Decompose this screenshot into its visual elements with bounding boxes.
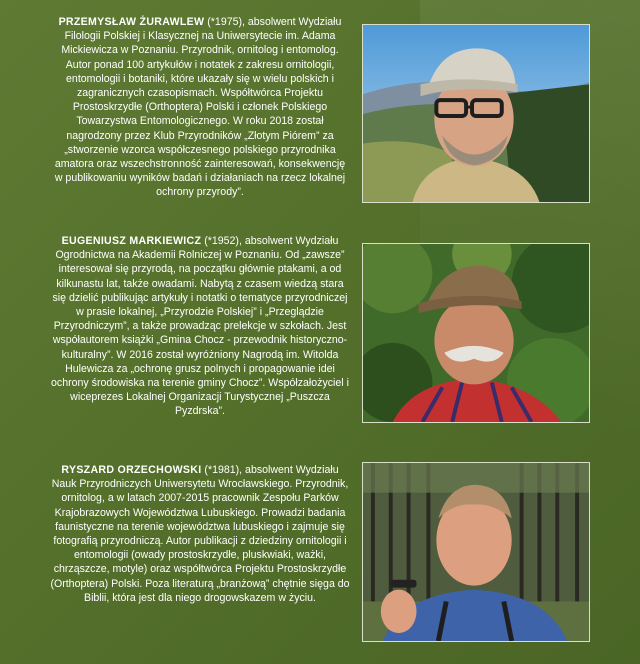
author-photo — [362, 243, 590, 423]
author-name: RYSZARD ORZECHOWSKI — [61, 464, 202, 476]
author-bio-text: (*1952), absolwent Wydziału Ogrodnictwa na Akademii Rolniczej w Poznaniu. Od „zawsze” interesował się przyrodą, na początku głównie ptakami, a od kilkunastu lat, także owadami. Nabytą z czasem wiedzą stara się dzielić publikując artykuły i notatki o tematyce przyrodniczej w prasie lokalnej, „Przyrodzie Polskiej” i „Przeglądzie Przyrodniczym”, a także prowadząc prelekcje w szkołach. Jest współautorem książki „Gmina Chocz - przewodnik historyczno-kulturalny”. W 2016 został wyróżniony Nagrodą im. Witolda Hulewicza za „ochronę grusz polnych i propagowanie idei ochrony środowiska na terenie gminy Chocz”. Współzałożyciel i wiceprezes Lokalnej Organizacji Turystycznej „Puszcza Pyzdrska”. — [51, 235, 349, 418]
portrait-image — [363, 244, 589, 422]
author-photo — [362, 462, 590, 642]
author-bio — [50, 15, 350, 200]
author-name: PRZEMYSŁAW ŻURAWLEW — [58, 16, 205, 28]
author-bio — [50, 234, 350, 419]
author-name: EUGENIUSZ MARKIEWICZ — [61, 235, 202, 247]
author-photo — [362, 24, 590, 203]
author-bio-text: (*1981), absolwent Wydziału Nauk Przyrodniczych Uniwersytetu Wrocławskiego. Przyrodnik, ornitolog, a w latach 2007-2015 pracownik Zespołu Parków Krajobrazowych Województwa Lubuskiego. Prowadzi badania faunistyczne na terenie województwa lubuskiego i zajmuje się fotografią przyrodniczą. Autor publikacji z dziedziny ornitologii i entomologii (owady prostoskrzydłe, pluskwiaki, ważki, chrząszcze, motyle) oraz współtwórca Projektu Prostoskrzydłe (Orthoptera) Polski. Poza literaturą „branżową” chętnie sięga do Biblii, która jest dla niego drogowskazem w życiu. — [50, 464, 350, 604]
portrait-image — [363, 463, 589, 641]
portrait-image — [363, 25, 589, 202]
author-bio — [50, 463, 350, 605]
author-bio-text: (*1975), absolwent Wydziału Filologii Polskiej i Klasycznej na Uniwersytecie im. Adama Mickiewicza w Poznaniu. Przyrodnik, ornitolog i entomolog. Autor ponad 100 artykułów i notatek z zakresu ornitologii, entomologii i botaniki, które ukazały się w wielu polskich i zagranicznych czasopismach. Współtwórca Projektu Prostoskrzydłe (Orthoptera) Polski i członek Polskiego Towarzystwa Entomologicznego. W roku 2018 został nagrodzony przez Klub Przyrodników „Złotym Piórem” za „stworzenie wzorca współczesnego polskiego przyrodnika amatora oraz wszechstronność zainteresowań, konsekwencję w publikowaniu wyników badań i działaniach na rzecz lokalnej ochrony przyrody”. — [54, 16, 346, 199]
